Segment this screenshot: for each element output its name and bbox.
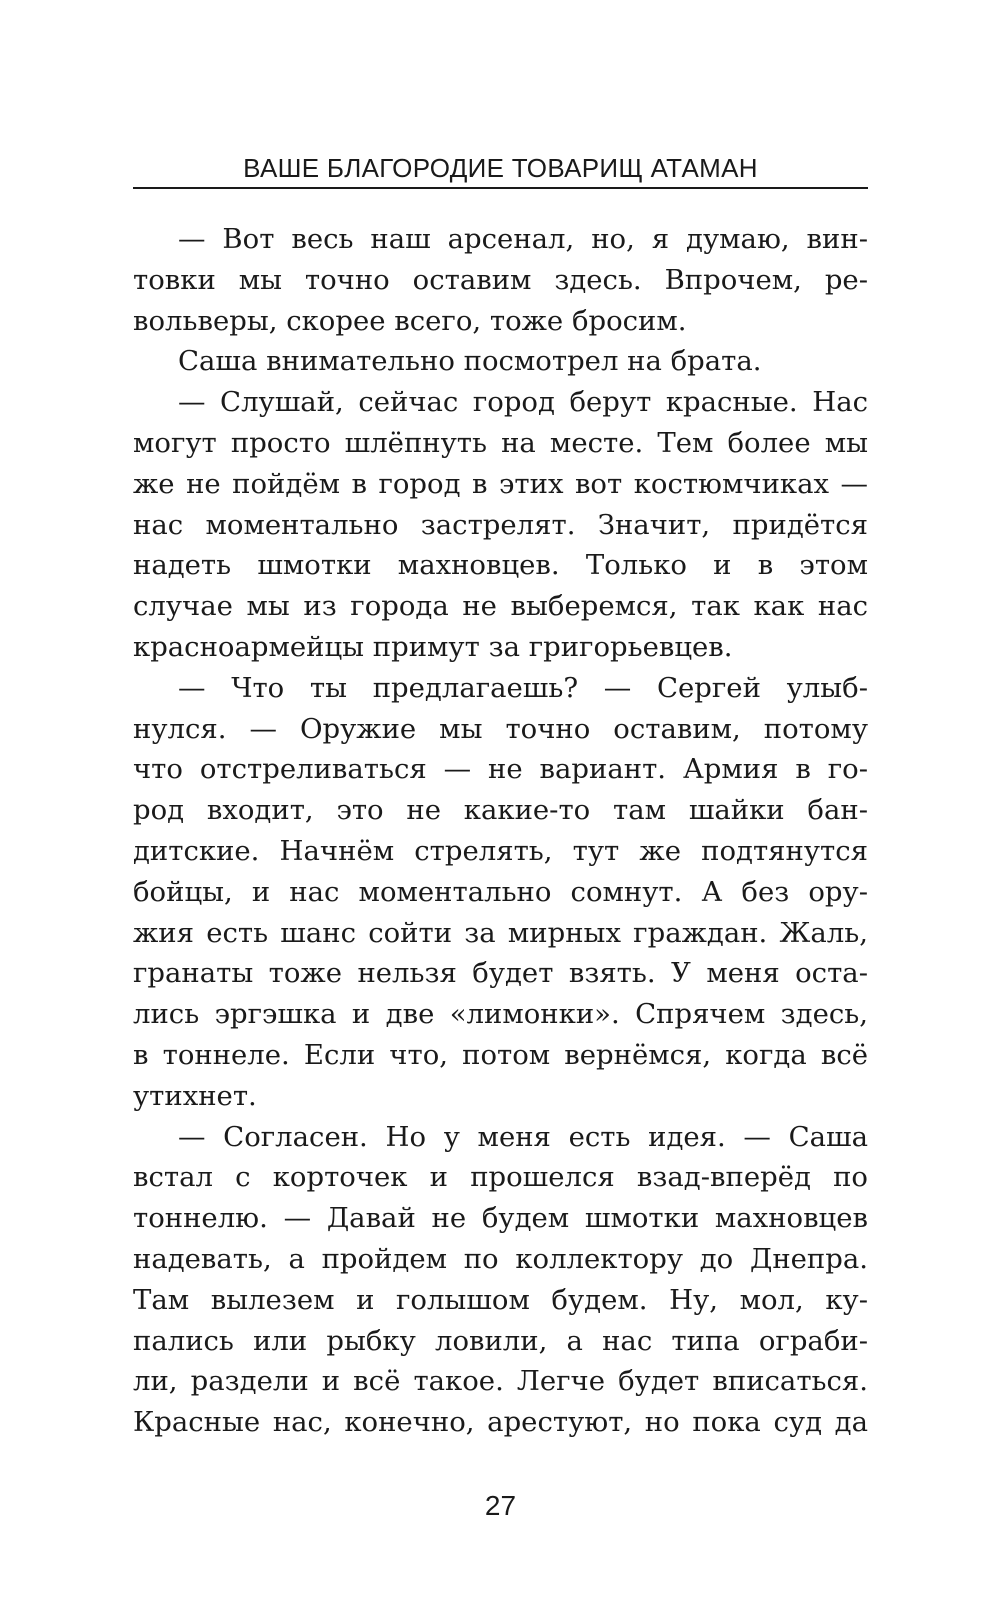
text-line: — Слушай, сейчас город берут красные. Нас (178, 386, 868, 419)
text-line: лись эргэшка и две «лимонки». Спрячем здесь, (133, 998, 868, 1031)
text-line: пались или рыбку ловили, а нас типа ограби- (133, 1324, 868, 1357)
text-line: дитские. Начнём стрелять, тут же подтянутся (133, 834, 868, 867)
text-line: товки мы точно оставим здесь. Впрочем, ре- (133, 263, 868, 296)
text-line: — Вот весь наш арсенал, но, я думаю, вин- (178, 223, 868, 255)
text-line: в тоннеле. Если что, потом вернёмся, когда всё (133, 1038, 868, 1071)
header-rule (133, 187, 868, 189)
text-line: встал с корточек и прошелся взад-вперёд по (133, 1161, 868, 1194)
text-line: Красные нас, конечно, арестуют, но пока суд да (133, 1406, 868, 1439)
text-line: Там вылезем и голышом будем. Ну, мол, ку- (133, 1283, 868, 1316)
text-line: надеть шмотки махновцев. Только и в этом (133, 549, 868, 582)
text-line: — Согласен. Но у меня есть идея. — Саша (178, 1120, 868, 1153)
text-line: Саша внимательно посмотрел на брата. (178, 345, 762, 378)
text-line: нас моментально застрелят. Значит, придётся (133, 508, 868, 541)
text-line: — Что ты предлагаешь? — Сергей улыб- (178, 671, 868, 704)
body-text (133, 219, 868, 1443)
running-head: ВАШЕ БЛАГОРОДИЕ ТОВАРИЩ АТАМАН (243, 153, 758, 183)
text-line: тоннелю. — Давай не будем шмотки махновцев (133, 1202, 868, 1235)
text-line: ли, раздели и всё такое. Легче будет вписаться. (133, 1365, 868, 1398)
text-line: же не пойдём в город в этих вот костюмчиках — (133, 467, 868, 500)
text-line: жия есть шанс сойти за мирных граждан. Жаль, (133, 916, 868, 949)
text-line: гранаты тоже нельзя будет взять. У меня оста- (133, 957, 868, 990)
text-line: надевать, а пройдем по коллектору до Днепра. (133, 1242, 868, 1275)
text-line: что отстреливаться — не вариант. Армия в го- (133, 753, 868, 786)
page-number: 27 (484, 1490, 517, 1521)
text-line: случае мы из города не выберемся, так как нас (133, 590, 868, 623)
text-line: могут просто шлёпнуть на месте. Тем более мы (133, 426, 868, 459)
text-line: нулся. — Оружие мы точно оставим, потому (133, 712, 868, 745)
text-line: род входит, это не какие-то там шайки бан- (133, 794, 868, 827)
text-line: бойцы, и нас моментально сомнут. А без ору- (133, 875, 868, 908)
text-line: красноармейцы примут за григорьевцев. (133, 630, 733, 663)
text-line: вольверы, скорее всего, тоже бросим. (133, 304, 687, 337)
text-line: утихнет. (133, 1079, 257, 1112)
